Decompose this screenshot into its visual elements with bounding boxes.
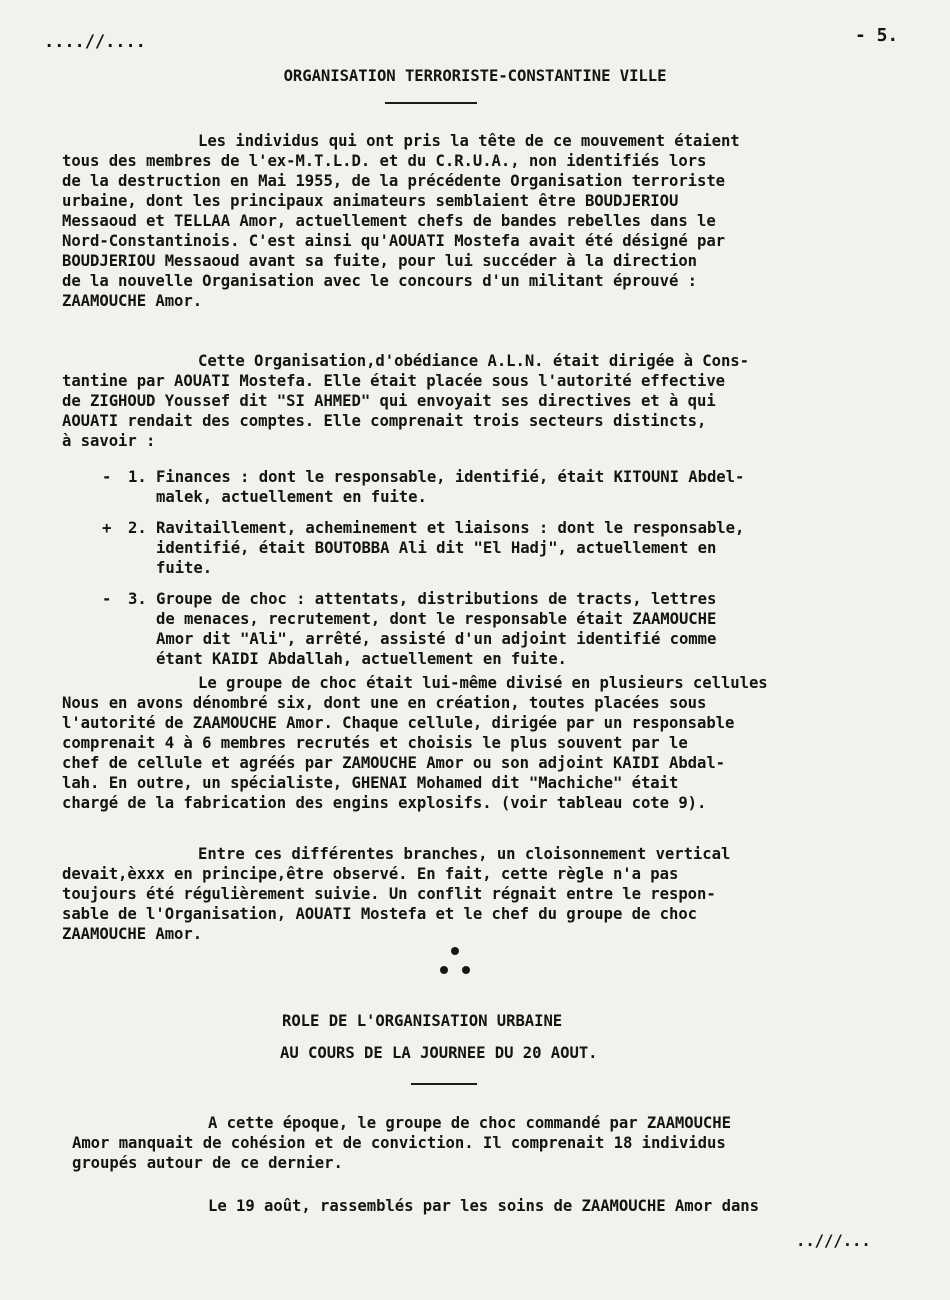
list-item-line: 3. Groupe de choc : attentats, distributions de tracts, lettres (128, 590, 717, 608)
text-line: tous des membres de l'ex-M.T.L.D. et du C.R.U.A., non identifiés lors (62, 152, 707, 170)
text-line: Les individus qui ont pris la tête de ce mouvement étaient (198, 132, 740, 150)
title-underline (411, 1083, 477, 1085)
text-line: à savoir : (62, 432, 156, 450)
text-line: Le 19 août, rassemblés par les soins de ZAAMOUCHE Amor dans (208, 1197, 759, 1215)
separator-dot (440, 966, 448, 974)
text-line: Messaoud et TELLAA Amor, actuellement chefs de bandes rebelles dans le (62, 212, 716, 230)
section-title: ROLE DE L'ORGANISATION URBAINE (282, 1012, 563, 1030)
text-line: l'autorité de ZAAMOUCHE Amor. Chaque cellule, dirigée par un responsable (62, 714, 735, 732)
text-line: Nous en avons dénombré six, dont une en création, toutes placées sous (62, 694, 707, 712)
text-line: sable de l'Organisation, AOUATI Mostefa et le chef du groupe de choc (62, 905, 698, 923)
list-item-line: malek, actuellement en fuite. (128, 488, 427, 506)
list-marker: - (102, 590, 112, 608)
list-marker: + (102, 519, 112, 537)
separator-dot (462, 966, 470, 974)
text-line: chargé de la fabrication des engins explosifs. (voir tableau cote 9). (62, 794, 707, 812)
section-title: AU COURS DE LA JOURNEE DU 20 AOUT. (280, 1044, 598, 1062)
text-line: ZAAMOUCHE Amor. (62, 292, 203, 310)
text-line: Le groupe de choc était lui-même divisé en plusieurs cellules (198, 674, 768, 692)
text-line: BOUDJERIOU Messaoud avant sa fuite, pour lui succéder à la direction (62, 252, 698, 270)
title-underline (385, 102, 477, 104)
list-marker: - (102, 468, 112, 486)
text-line: AOUATI rendait des comptes. Elle comprenait trois secteurs distincts, (62, 412, 707, 430)
list-item-line: 1. Finances : dont le responsable, identifié, était KITOUNI Abdel- (128, 468, 745, 486)
text-line: groupés autour de ce dernier. (72, 1154, 343, 1172)
text-line: tantine par AOUATI Mostefa. Elle était placée sous l'autorité effective (62, 372, 726, 390)
text-line: Amor manquait de cohésion et de conviction. Il comprenait 18 individus (72, 1134, 726, 1152)
section-title: ORGANISATION TERRORISTE-CONSTANTINE VILLE (283, 67, 667, 85)
continuation-marker: ..///... (796, 1232, 871, 1250)
text-line: chef de cellule et agréés par ZAMOUCHE Amor ou son adjoint KAIDI Abdal- (62, 754, 726, 772)
text-line: A cette époque, le groupe de choc commandé par ZAAMOUCHE (208, 1114, 731, 1132)
text-line: ZAAMOUCHE Amor. (62, 925, 203, 943)
text-line: devait,èxxx en principe,être observé. En fait, cette règle n'a pas (62, 865, 679, 883)
text-line: Nord-Constantinois. C'est ainsi qu'AOUATI Mostefa avait été désigné par (62, 232, 726, 250)
separator-dot (451, 947, 459, 955)
header-left-marker: ....//.... (44, 32, 146, 52)
list-item-line: identifié, était BOUTOBBA Ali dit "El Hadj", actuellement en (128, 539, 717, 557)
text-line: Entre ces différentes branches, un cloisonnement vertical (198, 845, 731, 863)
text-line: de la destruction en Mai 1955, de la précédente Organisation terroriste (62, 172, 726, 190)
text-line: lah. En outre, un spécialiste, GHENAI Mohamed dit "Machiche" était (62, 774, 679, 792)
list-item-line: de menaces, recrutement, dont le responsable était ZAAMOUCHE (128, 610, 717, 628)
text-line: urbaine, dont les principaux animateurs semblaient être BOUDJERIOU (62, 192, 679, 210)
text-line: Cette Organisation,d'obédiance A.L.N. était dirigée à Cons- (198, 352, 749, 370)
text-line: de ZIGHOUD Youssef dit "SI AHMED" qui envoyait ses directives et à qui (62, 392, 716, 410)
text-line: comprenait 4 à 6 membres recrutés et choisis le plus souvent par le (62, 734, 688, 752)
text-line: de la nouvelle Organisation avec le concours d'un militant éprouvé : (62, 272, 698, 290)
list-item-line: fuite. (128, 559, 213, 577)
text-line: toujours été régulièrement suivie. Un conflit régnait entre le respon- (62, 885, 716, 903)
list-item-line: 2. Ravitaillement, acheminement et liaisons : dont le responsable, (128, 519, 745, 537)
list-item-line: Amor dit "Ali", arrêté, assisté d'un adjoint identifié comme (128, 630, 717, 648)
page-number: - 5. (855, 25, 899, 46)
list-item-line: étant KAIDI Abdallah, actuellement en fuite. (128, 650, 567, 668)
